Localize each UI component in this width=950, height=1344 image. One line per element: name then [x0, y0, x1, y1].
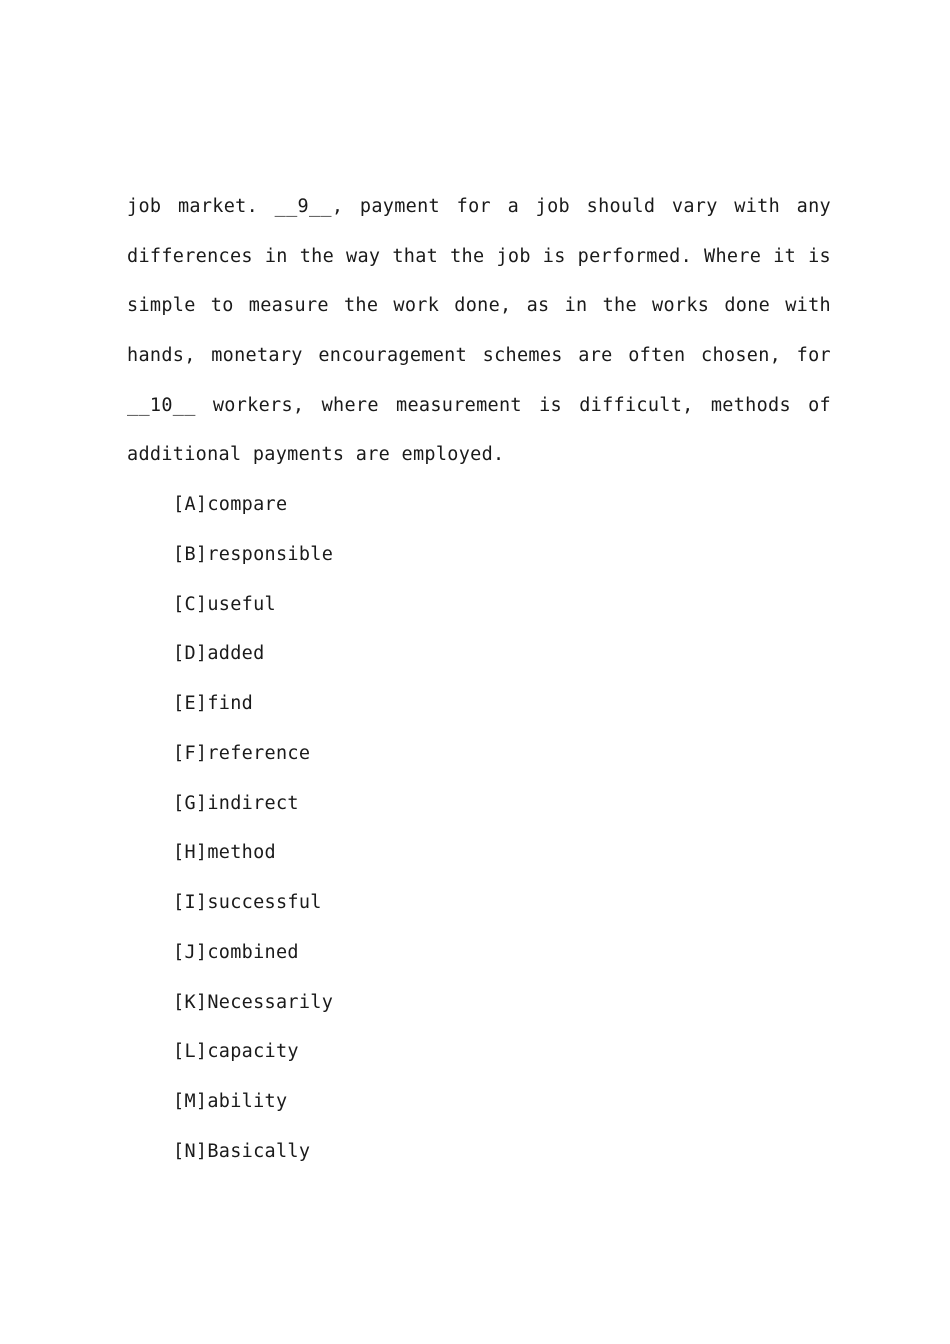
option-k [173, 988, 333, 1018]
option-word: useful [207, 594, 276, 615]
option-letter: [H] [173, 842, 208, 863]
option-letter: [L] [173, 1041, 208, 1062]
option-letter: [B] [173, 544, 208, 565]
option-word: capacity [207, 1041, 299, 1062]
passage-line: differences in the way that the job is performed. Where it is [127, 246, 831, 267]
option-letter: [E] [173, 693, 208, 714]
option-d [173, 639, 265, 669]
option-letter: [G] [173, 793, 208, 814]
passage-line-last: additional payments are employed. [127, 444, 505, 465]
passage-line: simple to measure the work done, as in the works done with [127, 295, 831, 316]
option-word: compare [207, 494, 288, 515]
option-word: ability [207, 1091, 288, 1112]
option-b [173, 540, 333, 570]
option-letter: [N] [173, 1141, 208, 1162]
passage-line: hands, monetary encouragement schemes are often chosen, for [127, 345, 831, 366]
option-word: find [207, 693, 254, 714]
option-i [173, 888, 322, 918]
passage-line: __10__ workers, where measurement is difficult, methods of [127, 395, 831, 416]
option-letter: [D] [173, 643, 208, 664]
option-letter: [I] [173, 892, 208, 913]
option-c [173, 590, 276, 620]
passage-line: job market. __9__, payment for a job should vary with any [127, 196, 831, 217]
option-word: Necessarily [207, 992, 334, 1013]
option-j [173, 938, 299, 968]
option-letter: [M] [173, 1091, 208, 1112]
option-f [173, 739, 310, 769]
option-letter: [K] [173, 992, 208, 1013]
option-word: added [207, 643, 265, 664]
option-n [173, 1137, 310, 1167]
option-letter: [C] [173, 594, 208, 615]
option-word: indirect [207, 793, 299, 814]
option-letter: [F] [173, 743, 208, 764]
option-letter: [A] [173, 494, 208, 515]
option-word: reference [207, 743, 311, 764]
option-g [173, 789, 299, 819]
option-letter: [J] [173, 942, 208, 963]
option-word: Basically [207, 1141, 311, 1162]
option-e [173, 689, 253, 719]
option-h [173, 838, 276, 868]
option-m [173, 1087, 287, 1117]
option-l [173, 1037, 299, 1067]
option-word: method [207, 842, 276, 863]
option-word: combined [207, 942, 299, 963]
option-word: successful [207, 892, 322, 913]
option-word: responsible [207, 544, 334, 565]
option-a [173, 490, 287, 520]
